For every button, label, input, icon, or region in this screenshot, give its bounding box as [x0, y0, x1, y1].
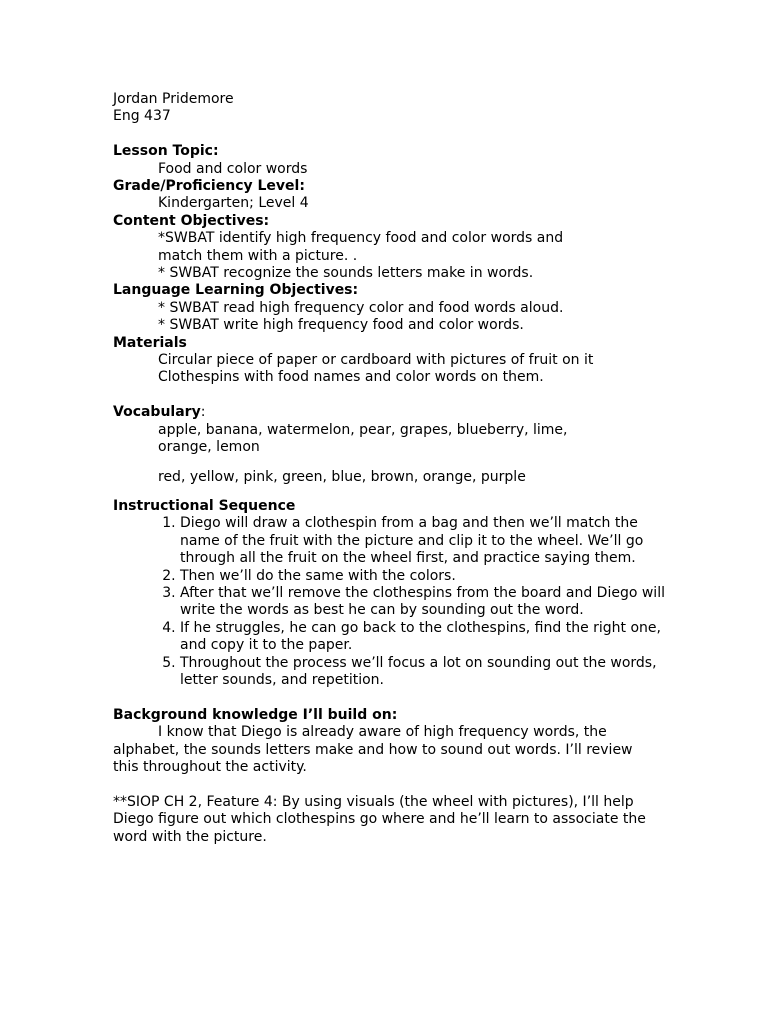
material-item-2: Clothespins with food names and color words on them.	[158, 369, 544, 386]
grade-level-value: Kindergarten; Level 4	[158, 195, 309, 212]
content-objective-2: * SWBAT recognize the sounds letters make in words.	[158, 265, 534, 282]
vocabulary-colors: red, yellow, pink, green, blue, brown, orange, purple	[158, 468, 526, 485]
instructional-sequence-heading: Instructional Sequence	[113, 497, 296, 514]
content-objective-1-line2: match them with a picture. .	[158, 247, 358, 264]
step-2: 2. Then we’ll do the same with the colors.	[180, 568, 673, 585]
step-3: 3. After that we’ll remove the clothespins from the board and Diego will write the words as best he can by sounding out the word.	[180, 585, 673, 620]
author-name: Jordan Pridemore	[113, 91, 234, 107]
vocabulary-fruit-line2: orange, lemon	[158, 439, 260, 456]
lesson-topic-value: Food and color words	[158, 160, 308, 177]
language-objective-2: * SWBAT write high frequency food and color words.	[158, 317, 524, 334]
lesson-plan	[113, 91, 673, 846]
vocabulary-fruit-line1: apple, banana, watermelon, pear, grapes, blueberry, lime,	[158, 421, 568, 438]
language-objective-1: * SWBAT read high frequency color and food words aloud.	[158, 299, 564, 316]
background-text: I know that Diego is already aware of high frequency words, the alphabet, the sounds letters make and how to sound out words. I’ll review this throughout the activity.	[113, 724, 633, 775]
content-objectives-heading: Content Objectives:	[113, 212, 270, 229]
vocabulary-heading-row	[113, 404, 673, 421]
vocabulary-colon: :	[200, 404, 206, 421]
step-4: 4. If he struggles, he can go back to the clothespins, find the right one, and copy it to the paper.	[180, 620, 673, 655]
step-5: 5. Throughout the process we’ll focus a lot on sounding out the words, letter sounds, and repetition.	[180, 655, 673, 690]
language-objectives-heading: Language Learning Objectives:	[113, 282, 359, 299]
grade-level-heading: Grade/Proficiency Level:	[113, 178, 305, 195]
siop-note: **SIOP CH 2, Feature 4: By using visuals (the wheel with pictures), I’ll help Diego figure out which clothespins go where and he’ll learn to associate the word with the picture.	[113, 793, 646, 845]
materials-heading: Materials	[113, 334, 187, 351]
course-code: Eng 437	[113, 108, 171, 125]
lesson-topic-heading: Lesson Topic:	[113, 143, 219, 160]
vocabulary-heading: Vocabulary	[113, 404, 201, 421]
material-item-1: Circular piece of paper or cardboard with pictures of fruit on it	[158, 352, 594, 369]
step-1: 1. Diego will draw a clothespin from a bag and then we’ll match the name of the fruit with the picture and clip it to the wheel. We’ll go through all the fruit on the wheel first, and practice saying them.	[180, 515, 673, 567]
instructional-steps	[113, 515, 673, 689]
background-heading: Background knowledge I’ll build on:	[113, 706, 398, 723]
content-objective-1-line1: *SWBAT identify high frequency food and color words and	[158, 230, 564, 247]
